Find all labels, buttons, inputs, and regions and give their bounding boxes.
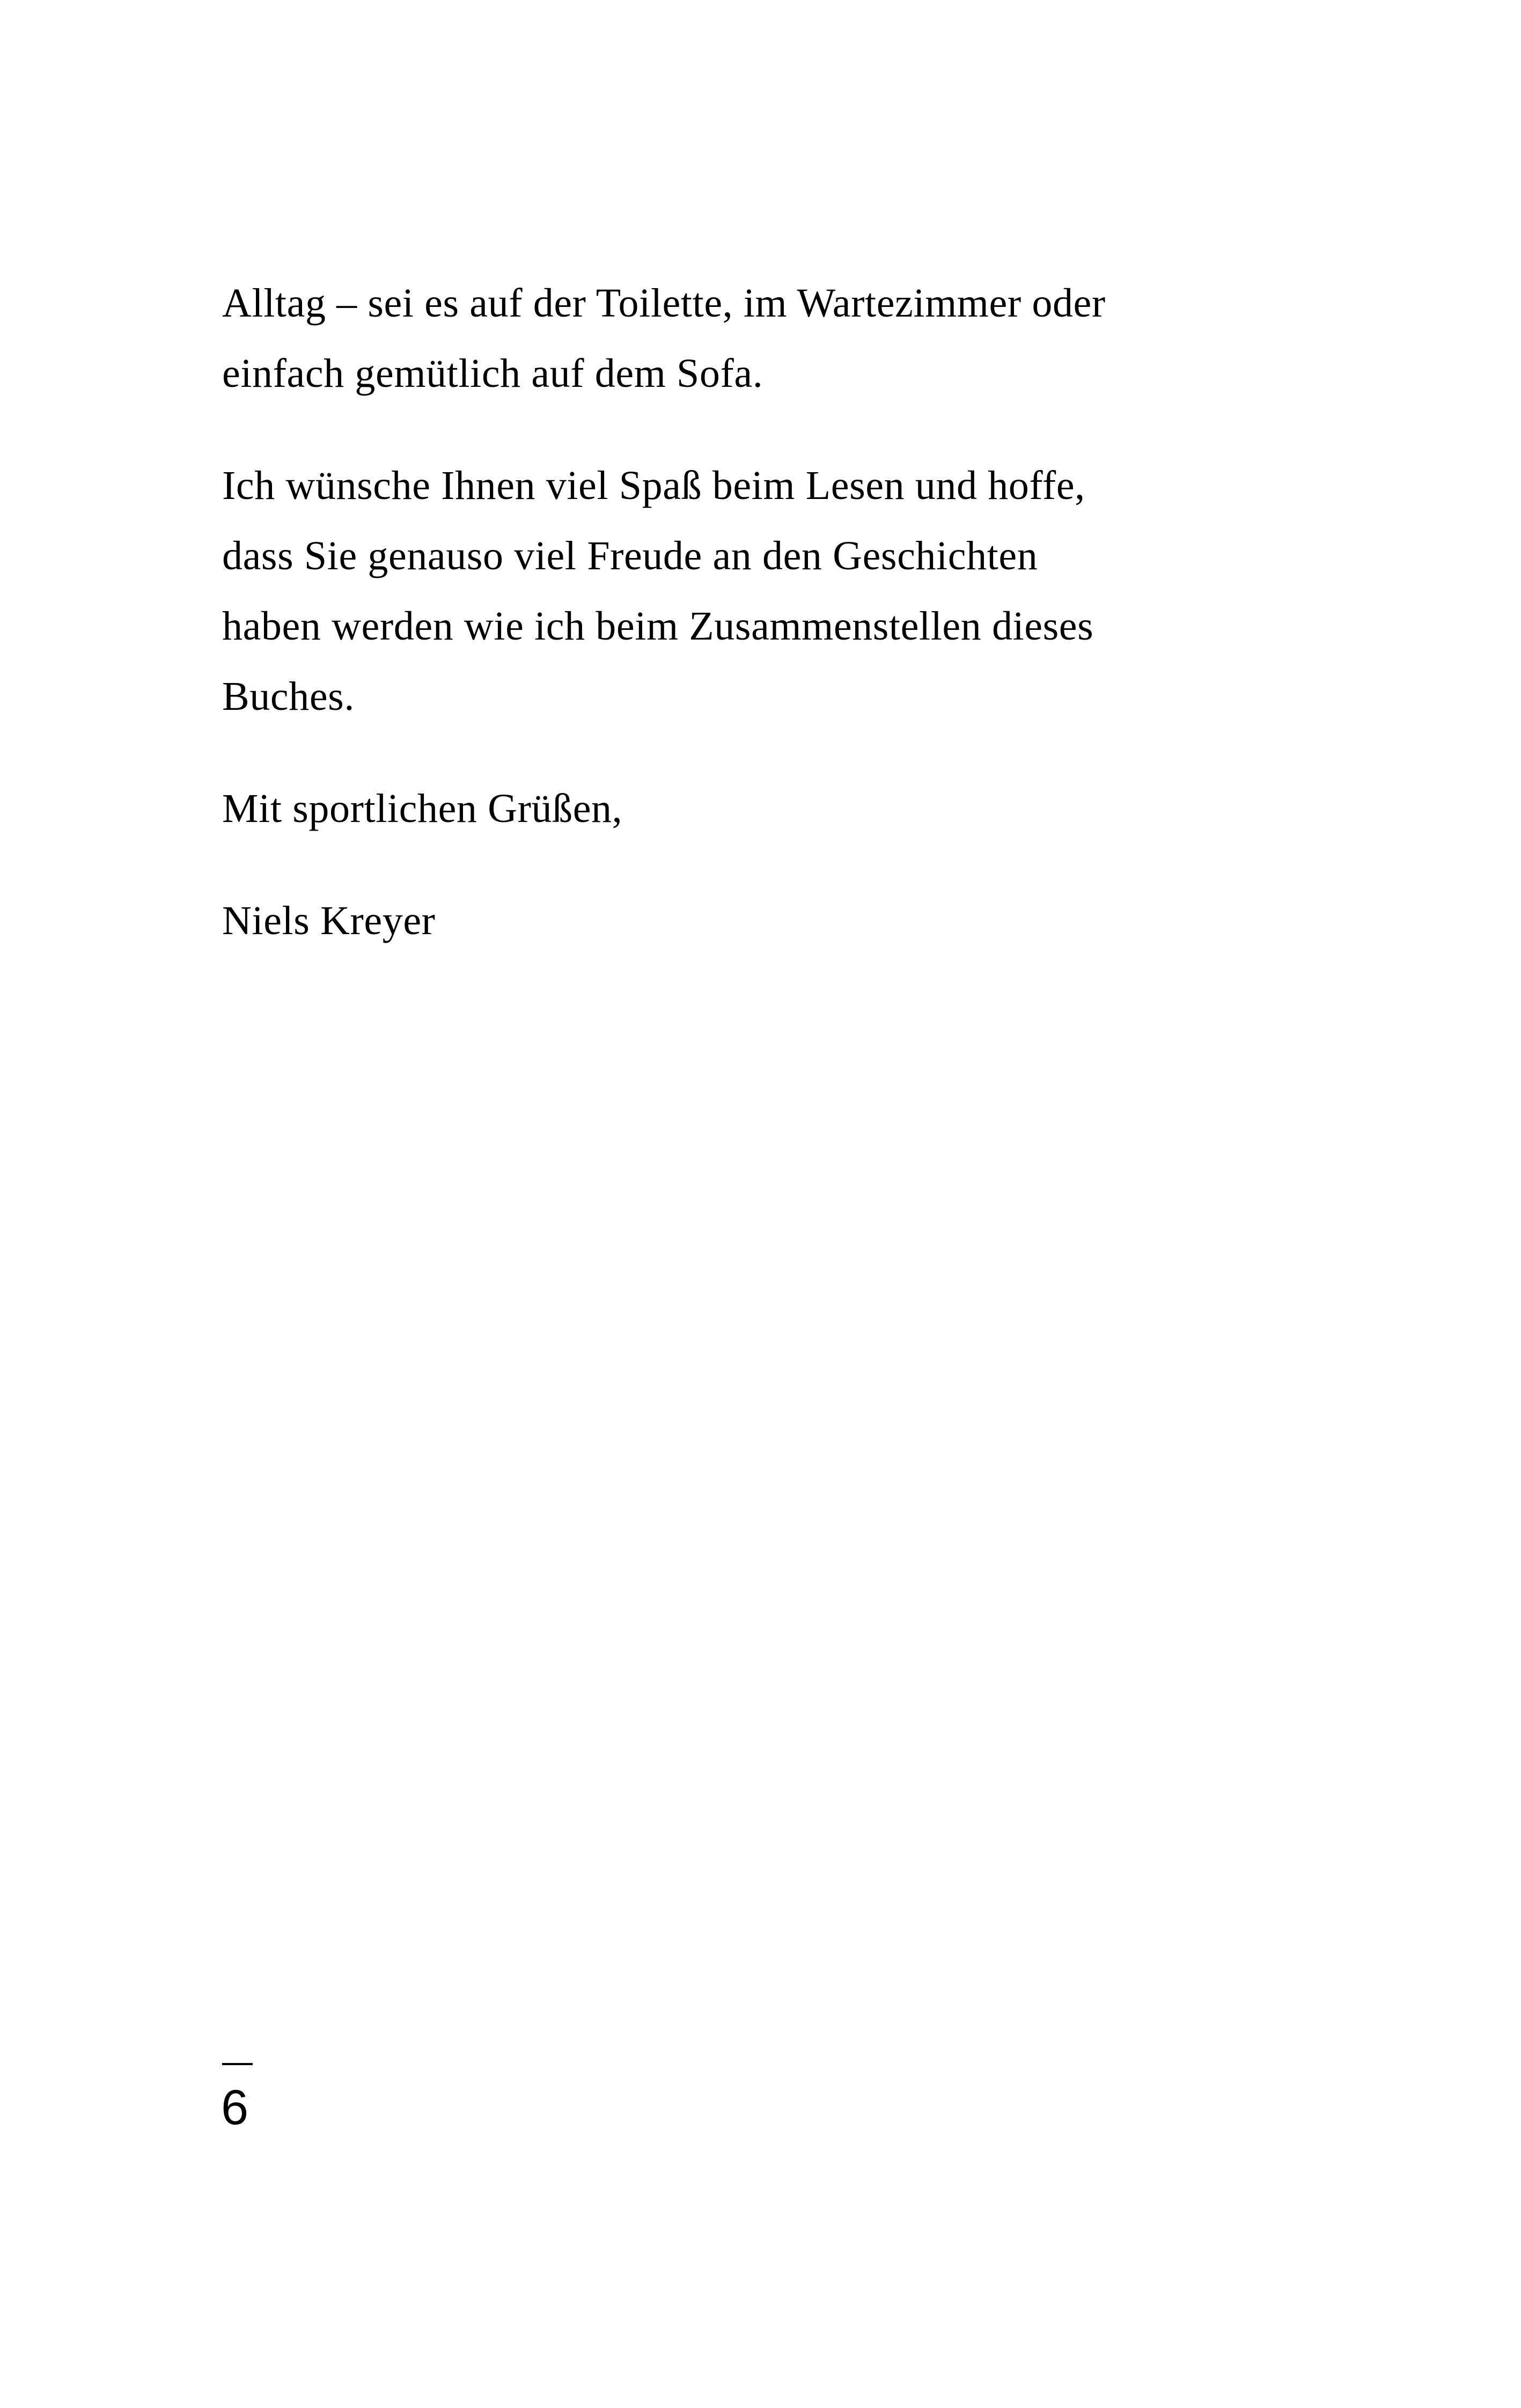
text-line: einfach gemütlich auf dem Sofa.	[222, 351, 763, 396]
text-line: Alltag – sei es auf der Toilette, im Wartezimmer oder	[222, 281, 1106, 326]
body-text	[222, 268, 1295, 998]
text-line: Buches.	[222, 674, 355, 719]
paragraph-signature	[222, 886, 1295, 956]
author-signature: Niels Kreyer	[222, 898, 436, 943]
text-line: haben werden wie ich beim Zusammenstellen dieses	[222, 604, 1094, 649]
paragraph-intro	[222, 268, 1295, 409]
paragraph-wishes	[222, 451, 1295, 732]
text-line: Ich wünsche Ihnen viel Spaß beim Lesen und hoffe,	[222, 463, 1085, 508]
text-line: Mit sportlichen Grüßen,	[222, 786, 623, 831]
paragraph-closing	[222, 774, 1295, 844]
page-number-rule	[222, 2063, 253, 2065]
page-number: 6	[221, 2080, 249, 2135]
text-line: dass Sie genauso viel Freude an den Geschichten	[222, 533, 1038, 578]
